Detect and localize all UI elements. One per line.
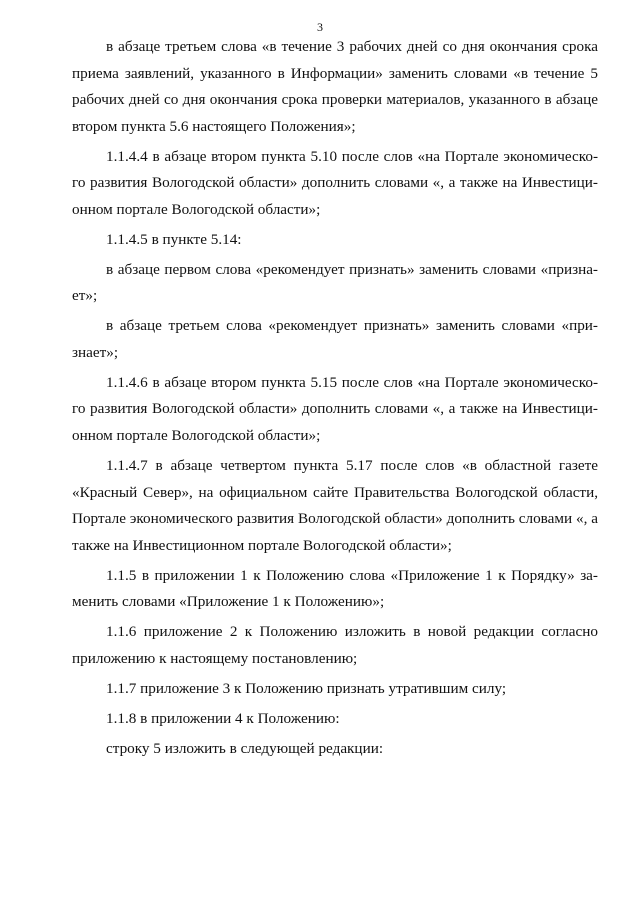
paragraph-line: ет»; [72,287,98,305]
paragraph-line: 1.1.5 в приложении 1 к Положению слова «Приложение 1 к Порядку» за- [106,566,598,584]
paragraph [72,619,598,672]
document-body [72,34,598,766]
paragraph-line: го развития Вологодской области» дополнить словами «, а также на Инвестици- [72,400,598,418]
page-number: 3 [317,20,323,34]
paragraph [72,257,598,310]
paragraph-line: 1.1.7 приложение 3 к Положению признать утратившим силу; [106,679,507,697]
paragraph [72,736,598,763]
paragraph-line: в абзаце первом слова «рекомендует признать» заменить словами «призна- [106,260,598,278]
paragraph-line: приема заявлений, указанного в Информации» заменить словами «в течение 5 [72,64,598,82]
paragraph-line: 1.1.8 в приложении 4 к Положению: [106,709,340,727]
paragraph [72,453,598,559]
paragraph-line: в абзаце третьем слова «в течение 3 рабочих дней со дня окончания срока [106,38,598,55]
paragraph-line: также на Инвестиционном портале Вологодской области»; [72,536,452,554]
paragraph-line: 1.1.6 приложение 2 к Положению изложить в новой редакции согласно [106,623,598,641]
paragraph-line: го развития Вологодской области» дополнить словами «, а также на Инвестици- [72,174,598,192]
paragraph [72,34,598,140]
paragraph-line: строку 5 изложить в следующей редакции: [106,740,384,758]
paragraph [72,227,598,254]
paragraph [72,706,598,733]
paragraph-line: онном портале Вологодской области»; [72,426,321,444]
paragraph-line: приложению к настоящему постановлению; [72,649,358,667]
paragraph-line: менить словами «Приложение 1 к Положению»; [72,593,385,611]
paragraph-line: 1.1.4.4 в абзаце втором пункта 5.10 после слов «на Портале экономическо- [106,147,598,165]
paragraph-line: 1.1.4.6 в абзаце втором пункта 5.15 после слов «на Портале экономическо- [106,373,598,391]
paragraph-line: «Красный Север», на официальном сайте Правительства Вологодской области, [72,483,598,501]
paragraph-line: рабочих дней со дня окончания срока проверки материалов, указанного в абзаце [72,91,598,108]
paragraph-line: в абзаце третьем слова «рекомендует признать» заменить словами «при- [106,317,598,335]
paragraph-line: втором пункта 5.6 настоящего Положения»; [72,117,356,135]
paragraph [72,563,598,616]
paragraph-line: 1.1.4.5 в пункте 5.14: [106,230,242,248]
paragraph-line: онном портале Вологодской области»; [72,200,321,218]
paragraph [72,676,598,703]
paragraph [72,313,598,366]
paragraph [72,144,598,224]
paragraph-line: знает»; [72,343,119,361]
paragraph-line: Портале экономического развития Вологодской области» дополнить словами «, а [72,510,598,528]
paragraph-line: 1.1.4.7 в абзаце четвертом пункта 5.17 после слов «в областной газете [106,457,598,475]
paragraph [72,370,598,450]
